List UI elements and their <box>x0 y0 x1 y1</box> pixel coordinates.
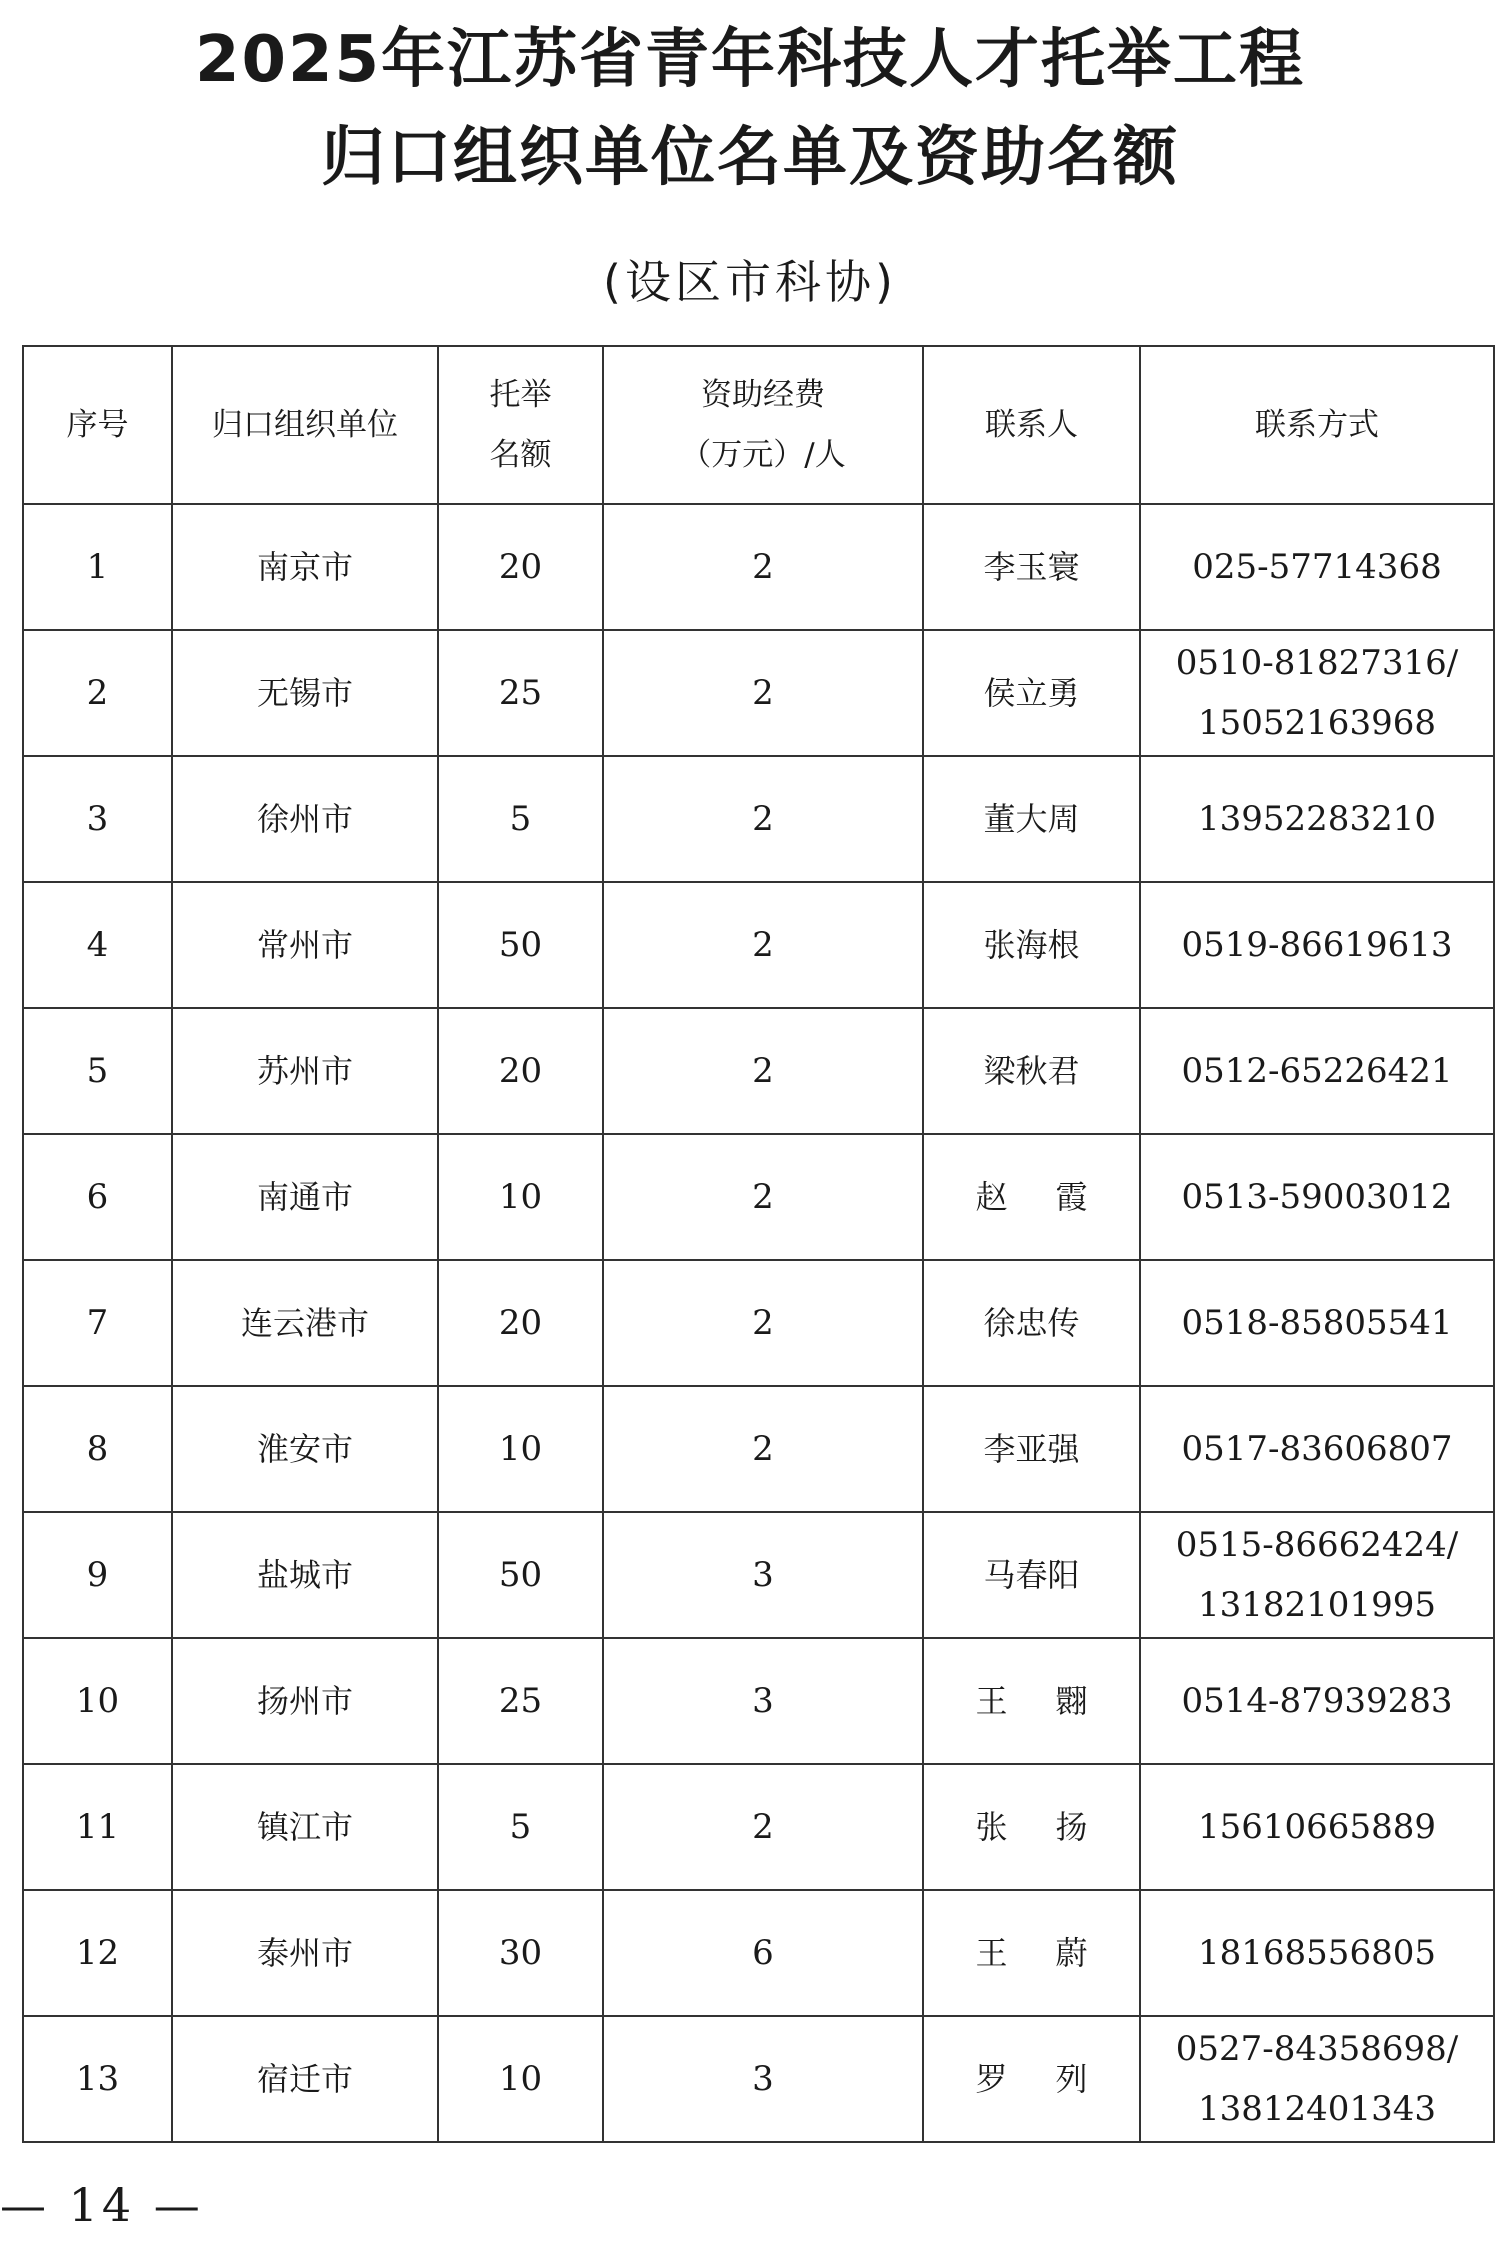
cell-quota: 30 <box>438 1890 603 2016</box>
cell-phone <box>1140 1764 1494 1890</box>
phone-line-1: 0519-86619613 <box>1181 925 1453 965</box>
cell-quota: 50 <box>438 1512 603 1638</box>
phone-line-1: 13952283210 <box>1198 799 1436 839</box>
phone-line-2: 13812401343 <box>1198 2089 1436 2129</box>
document-title-line-1: 2025年江苏省青年科技人才托举工程 <box>194 23 1306 97</box>
cell-contact: 张 扬 <box>923 1764 1140 1890</box>
cell-contact: 董大周 <box>923 756 1140 882</box>
cell-index: 6 <box>23 1134 172 1260</box>
header-index: 序号 <box>23 346 172 504</box>
header-contact: 联系人 <box>923 346 1140 504</box>
cell-quota: 5 <box>438 1764 603 1890</box>
cell-phone <box>1140 1638 1494 1764</box>
cell-phone <box>1140 1890 1494 2016</box>
cell-phone <box>1140 1386 1494 1512</box>
document-title-line-2: 归口组织单位名单及资助名额 <box>321 121 1179 195</box>
phone-line-1: 0513-59003012 <box>1181 1177 1453 1217</box>
cell-quota: 10 <box>438 1386 603 1512</box>
table-row <box>23 1638 1494 1764</box>
cell-index: 11 <box>23 1764 172 1890</box>
cell-index: 1 <box>23 504 172 630</box>
cell-contact: 侯立勇 <box>923 630 1140 756</box>
cell-contact: 马春阳 <box>923 1512 1140 1638</box>
cell-phone <box>1140 756 1494 882</box>
cell-contact: 李亚强 <box>923 1386 1140 1512</box>
header-unit: 归口组织单位 <box>172 346 438 504</box>
cell-unit: 盐城市 <box>172 1512 438 1638</box>
cell-quota: 10 <box>438 2016 603 2142</box>
phone-line-1: 0517-83606807 <box>1181 1429 1453 1469</box>
phone-line-1: 025-57714368 <box>1192 547 1442 587</box>
phone-line-1: 0515-86662424/ <box>1175 1525 1459 1565</box>
phone-line-2: 13182101995 <box>1198 1585 1436 1625</box>
cell-phone <box>1140 1134 1494 1260</box>
cell-contact: 徐忠传 <box>923 1260 1140 1386</box>
cell-unit: 苏州市 <box>172 1008 438 1134</box>
cell-index: 9 <box>23 1512 172 1638</box>
phone-line-1: 0527-84358698/ <box>1175 2029 1459 2069</box>
table-row <box>23 756 1494 882</box>
cell-contact: 张海根 <box>923 882 1140 1008</box>
cell-quota: 5 <box>438 756 603 882</box>
cell-funding: 2 <box>603 882 923 1008</box>
cell-phone <box>1140 882 1494 1008</box>
cell-funding: 2 <box>603 1764 923 1890</box>
cell-funding: 3 <box>603 2016 923 2142</box>
cell-index: 10 <box>23 1638 172 1764</box>
cell-unit: 无锡市 <box>172 630 438 756</box>
cell-funding: 2 <box>603 1134 923 1260</box>
phone-line-1: 15610665889 <box>1198 1807 1436 1847</box>
header-funding <box>603 346 923 504</box>
document-subtitle: (设区市科协) <box>603 255 897 309</box>
cell-quota: 10 <box>438 1134 603 1260</box>
cell-phone <box>1140 1008 1494 1134</box>
cell-unit: 扬州市 <box>172 1638 438 1764</box>
phone-line-1: 0518-85805541 <box>1181 1303 1453 1343</box>
cell-unit: 常州市 <box>172 882 438 1008</box>
cell-contact: 王 翾 <box>923 1638 1140 1764</box>
cell-phone <box>1140 1260 1494 1386</box>
cell-index: 7 <box>23 1260 172 1386</box>
header-quota <box>438 346 603 504</box>
phone-line-1: 0510-81827316/ <box>1175 643 1459 683</box>
cell-funding: 2 <box>603 1008 923 1134</box>
funding-table-container <box>22 345 1493 2143</box>
cell-index: 8 <box>23 1386 172 1512</box>
cell-unit: 南京市 <box>172 504 438 630</box>
cell-funding: 2 <box>603 1386 923 1512</box>
header-funding-line-1: 资助经费 <box>701 377 825 413</box>
cell-unit: 镇江市 <box>172 1764 438 1890</box>
header-phone: 联系方式 <box>1140 346 1494 504</box>
cell-phone <box>1140 1512 1494 1638</box>
cell-unit: 宿迁市 <box>172 2016 438 2142</box>
phone-line-2: 15052163968 <box>1198 703 1436 743</box>
page-number-value: 14 <box>68 2178 136 2232</box>
cell-funding: 2 <box>603 630 923 756</box>
table-row <box>23 882 1494 1008</box>
cell-unit: 徐州市 <box>172 756 438 882</box>
header-quota-line-2: 名额 <box>489 437 552 473</box>
cell-quota: 50 <box>438 882 603 1008</box>
cell-phone <box>1140 630 1494 756</box>
table-row <box>23 1008 1494 1134</box>
phone-line-1: 18168556805 <box>1198 1933 1436 1973</box>
table-row <box>23 1512 1494 1638</box>
header-quota-line-1: 托举 <box>489 377 552 413</box>
cell-funding: 3 <box>603 1638 923 1764</box>
cell-funding: 2 <box>603 504 923 630</box>
cell-contact: 王 蔚 <box>923 1890 1140 2016</box>
header-funding-line-2: （万元）/人 <box>680 437 846 473</box>
cell-funding: 2 <box>603 1260 923 1386</box>
cell-index: 2 <box>23 630 172 756</box>
page-number-right-dash: — <box>153 2178 204 2232</box>
table-row <box>23 1260 1494 1386</box>
table-row <box>23 504 1494 630</box>
cell-quota: 20 <box>438 1008 603 1134</box>
page-number-left-dash: — <box>0 2178 50 2232</box>
cell-contact: 赵 霞 <box>923 1134 1140 1260</box>
cell-contact: 罗 列 <box>923 2016 1140 2142</box>
cell-index: 3 <box>23 756 172 882</box>
cell-contact: 梁秋君 <box>923 1008 1140 1134</box>
cell-phone <box>1140 504 1494 630</box>
cell-quota: 20 <box>438 504 603 630</box>
cell-unit: 泰州市 <box>172 1890 438 2016</box>
table-row <box>23 1764 1494 1890</box>
cell-index: 12 <box>23 1890 172 2016</box>
phone-line-1: 0514-87939283 <box>1181 1681 1453 1721</box>
cell-unit: 南通市 <box>172 1134 438 1260</box>
table-row <box>23 1386 1494 1512</box>
table-row <box>23 1890 1494 2016</box>
cell-funding: 6 <box>603 1890 923 2016</box>
cell-index: 13 <box>23 2016 172 2142</box>
table-row <box>23 1134 1494 1260</box>
table-row <box>23 2016 1494 2142</box>
cell-phone <box>1140 2016 1494 2142</box>
table-row <box>23 630 1494 756</box>
table-header-row <box>23 346 1494 504</box>
cell-contact: 李玉寰 <box>923 504 1140 630</box>
cell-quota: 20 <box>438 1260 603 1386</box>
table-body <box>23 504 1494 2142</box>
cell-funding: 2 <box>603 756 923 882</box>
phone-line-1: 0512-65226421 <box>1181 1051 1453 1091</box>
page-number <box>0 2178 204 2232</box>
cell-quota: 25 <box>438 630 603 756</box>
cell-quota: 25 <box>438 1638 603 1764</box>
cell-index: 5 <box>23 1008 172 1134</box>
cell-unit: 连云港市 <box>172 1260 438 1386</box>
cell-index: 4 <box>23 882 172 1008</box>
cell-funding: 3 <box>603 1512 923 1638</box>
cell-unit: 淮安市 <box>172 1386 438 1512</box>
funding-table <box>22 345 1495 2143</box>
